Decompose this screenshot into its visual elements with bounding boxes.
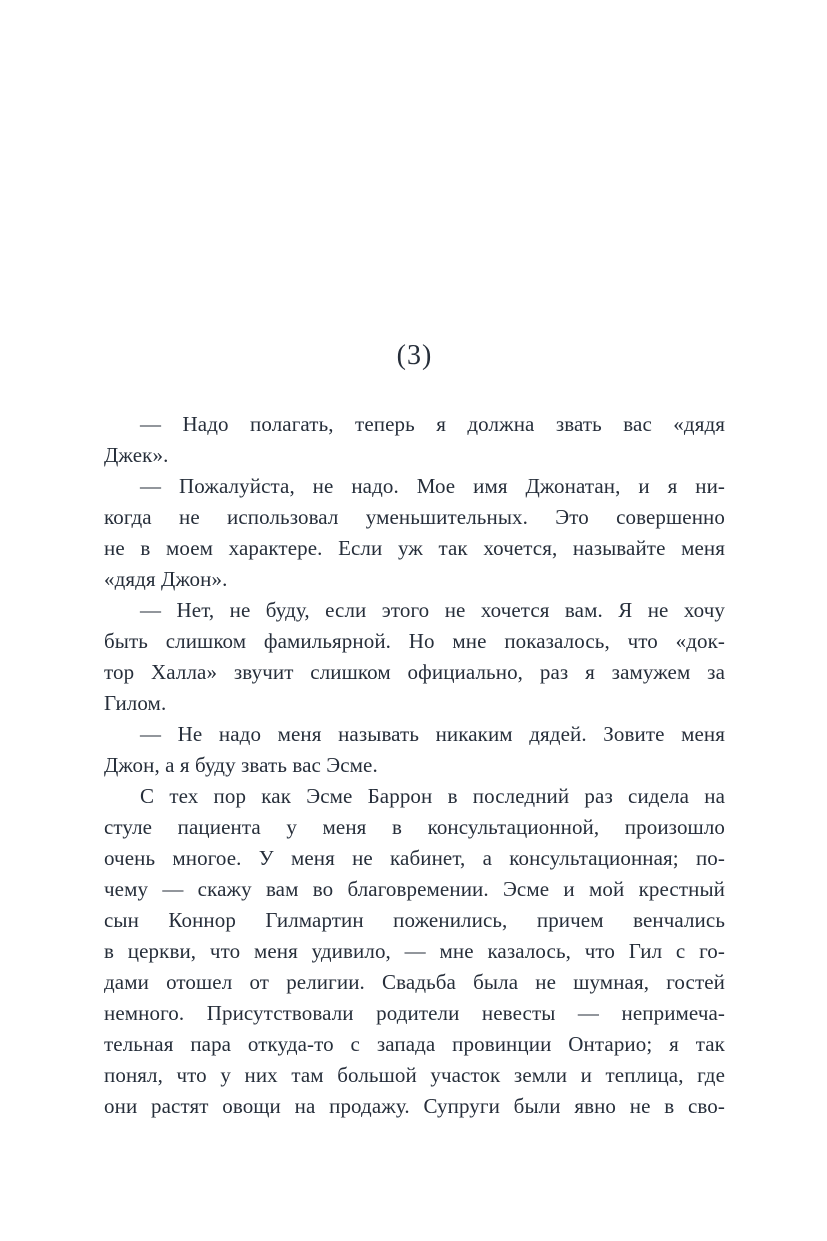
text-line: Джек». xyxy=(104,443,169,467)
paragraph xyxy=(104,471,725,595)
text-line: когда не использовал уменьшительных. Это совершенно xyxy=(104,505,725,529)
text-line: — Не надо меня называть никаким дядей. Зовите меня xyxy=(140,722,725,746)
paragraph xyxy=(104,719,725,781)
text-line: не в моем характере. Если уж так хочется, называйте меня xyxy=(104,536,725,560)
paragraph xyxy=(104,409,725,471)
text-line: — Надо полагать, теперь я должна звать вас «дядя xyxy=(140,412,725,436)
paragraph xyxy=(104,595,725,719)
text-line: сын Коннор Гилмартин поженились, причем венчались xyxy=(104,908,725,932)
text-line: «дядя Джон». xyxy=(104,567,228,591)
text-line: Гилом. xyxy=(104,691,167,715)
text-line: немного. Присутствовали родители невесты — непримеча- xyxy=(104,1001,725,1025)
text-line: — Нет, не буду, если этого не хочется вам. Я не хочу xyxy=(140,598,725,622)
text-line: тельная пара откуда-то с запада провинции Онтарио; я так xyxy=(104,1032,725,1056)
text-line: Джон, а я буду звать вас Эсме. xyxy=(104,753,378,777)
text-line: быть слишком фамильярной. Но мне показалось, что «док- xyxy=(104,629,725,653)
text-line: стуле пациента у меня в консультационной, произошло xyxy=(104,815,725,839)
text-line: чему — скажу вам во благовремении. Эсме и мой крестный xyxy=(104,877,725,901)
text-line: в церкви, что меня удивило, — мне казалось, что Гил с го- xyxy=(104,939,725,963)
text-line: тор Халла» звучит слишком официально, раз я замужем за xyxy=(104,660,725,684)
text-line: очень многое. У меня не кабинет, а консультационная; по- xyxy=(104,846,725,870)
text-line: С тех пор как Эсме Баррон в последний раз сидела на xyxy=(140,784,725,808)
body-text xyxy=(104,409,725,1122)
section-number-heading: (3) xyxy=(396,340,433,371)
text-line: понял, что у них там большой участок земли и теплица, где xyxy=(104,1063,725,1087)
paragraph xyxy=(104,781,725,1122)
text-line: дами отошел от религии. Свадьба была не шумная, гостей xyxy=(104,970,725,994)
text-line: — Пожалуйста, не надо. Мое имя Джонатан, и я ни- xyxy=(140,474,725,498)
text-line: они растят овощи на продажу. Супруги были явно не в сво- xyxy=(104,1094,725,1118)
